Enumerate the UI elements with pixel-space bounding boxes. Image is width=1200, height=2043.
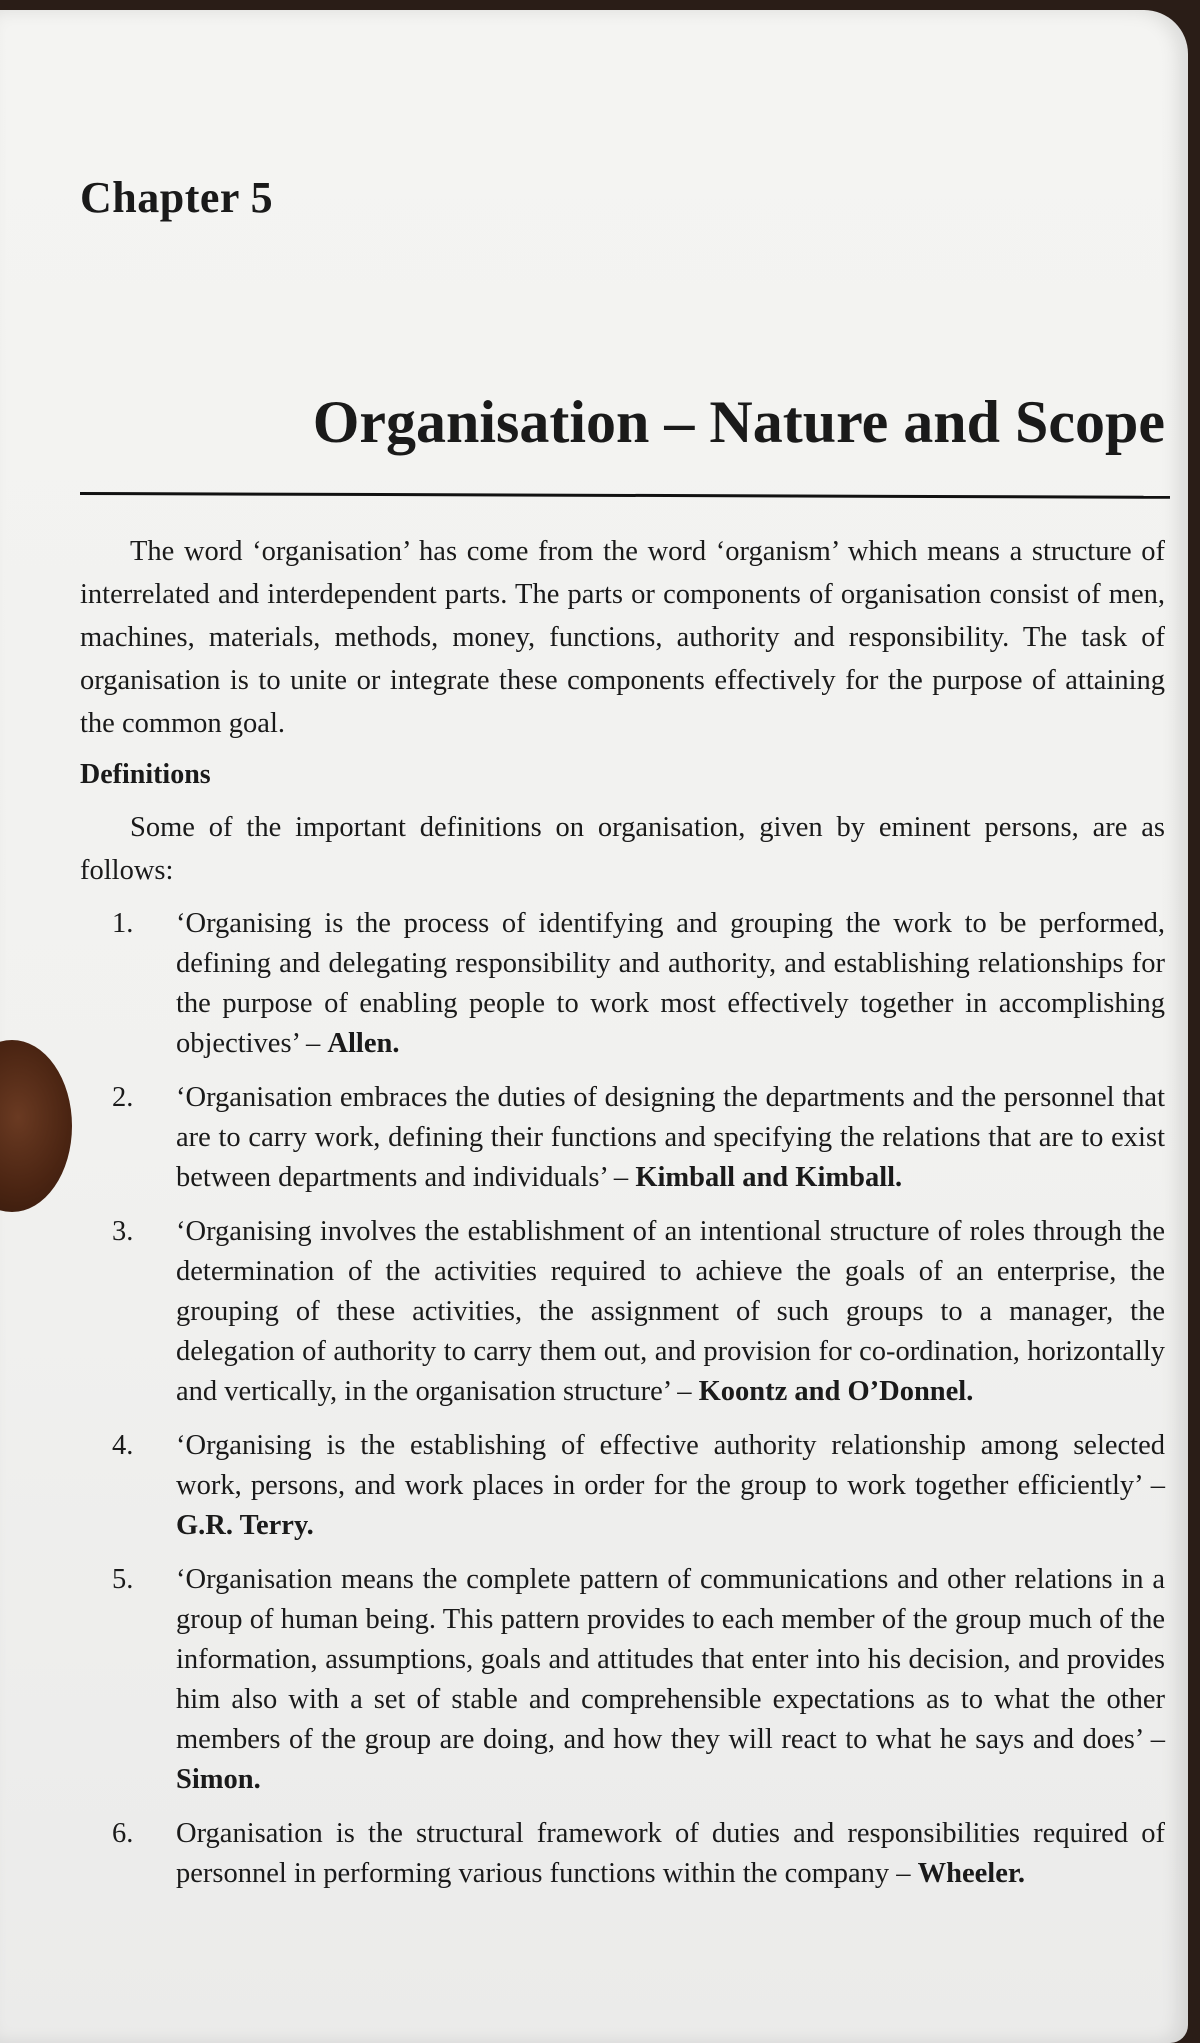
item-author: Kimball and Kimball. [635, 1162, 903, 1193]
list-item [80, 904, 1165, 1064]
item-number: 2. [112, 1082, 134, 1113]
title-divider [80, 492, 1170, 499]
item-text: ‘Organising is the process of identifying and grouping the work to be performed, defining and delegating responsibility and authority, and establishing relationships for the purpose of enabling people to work most effectively together in accomplishing objectives’ – [176, 908, 1165, 1059]
list-item [80, 1212, 1165, 1412]
list-item [80, 1814, 1165, 1894]
item-number: 6. [112, 1818, 134, 1849]
item-author: Koontz and O’Donnel. [698, 1376, 974, 1407]
section-heading: Definitions [80, 759, 211, 790]
list-item [80, 1078, 1165, 1198]
item-text: ‘Organisation means the complete pattern of communications and other relations in a group of human being. This pattern provides to each member of the group much of the information, assumptions, goals and attitudes that enter into his decision, and provides him also with a set of stable and comprehensible expectations as to what the other members of the group are doing, and how they will react to what he says and does’ – [176, 1564, 1165, 1755]
body-text [80, 530, 1165, 1908]
thumb [0, 1040, 72, 1212]
definitions-lead: Some of the important definitions on organisation, given by eminent persons, are as follows: [80, 812, 1165, 886]
item-author: Allen. [327, 1028, 400, 1059]
item-text: ‘Organising is the establishing of effective authority relationship among selected work, persons, and work places in order for the group to work together efficiently’ – [176, 1430, 1165, 1501]
item-text: ‘Organisation embraces the duties of designing the departments and the personnel that are to carry work, defining their functions and specifying the relations that are to exist between departments and individuals’ – [176, 1082, 1165, 1193]
item-number: 4. [112, 1430, 134, 1461]
chapter-label: Chapter 5 [80, 173, 274, 222]
chapter-title: Organisation – Nature and Scope [312, 389, 1165, 455]
intro-paragraph: The word ‘organisation’ has come from the word ‘organism’ which means a structure of interrelated and interdependent parts. The parts or components of organisation consist of men, machines, materials, methods, money, functions, authority and responsibility. The task of organisation is to unite or integrate these components effectively for the purpose of attaining the common goal. [80, 536, 1165, 739]
book-page [0, 10, 1188, 2043]
item-number: 1. [112, 908, 134, 939]
item-text: ‘Organising involves the establishment of an intentional structure of roles through the determination of the activities required to achieve the goals of an enterprise, the grouping of these activities, the assignment of such groups to a manager, the delegation of authority to carry them out, and provision for co-ordination, horizontally and vertically, in the organisation structure’ – [176, 1216, 1165, 1407]
item-author: Wheeler. [917, 1858, 1026, 1889]
definitions-list [80, 904, 1165, 1894]
item-number: 3. [112, 1216, 134, 1247]
item-author: G.R. Terry. [176, 1510, 314, 1541]
item-number: 5. [112, 1564, 134, 1595]
item-text: Organisation is the structural framework of duties and responsibilities required of personnel in performing various functions within the company – [176, 1818, 1165, 1889]
list-item [80, 1560, 1165, 1800]
list-item [80, 1426, 1165, 1546]
item-author: Simon. [176, 1764, 261, 1795]
